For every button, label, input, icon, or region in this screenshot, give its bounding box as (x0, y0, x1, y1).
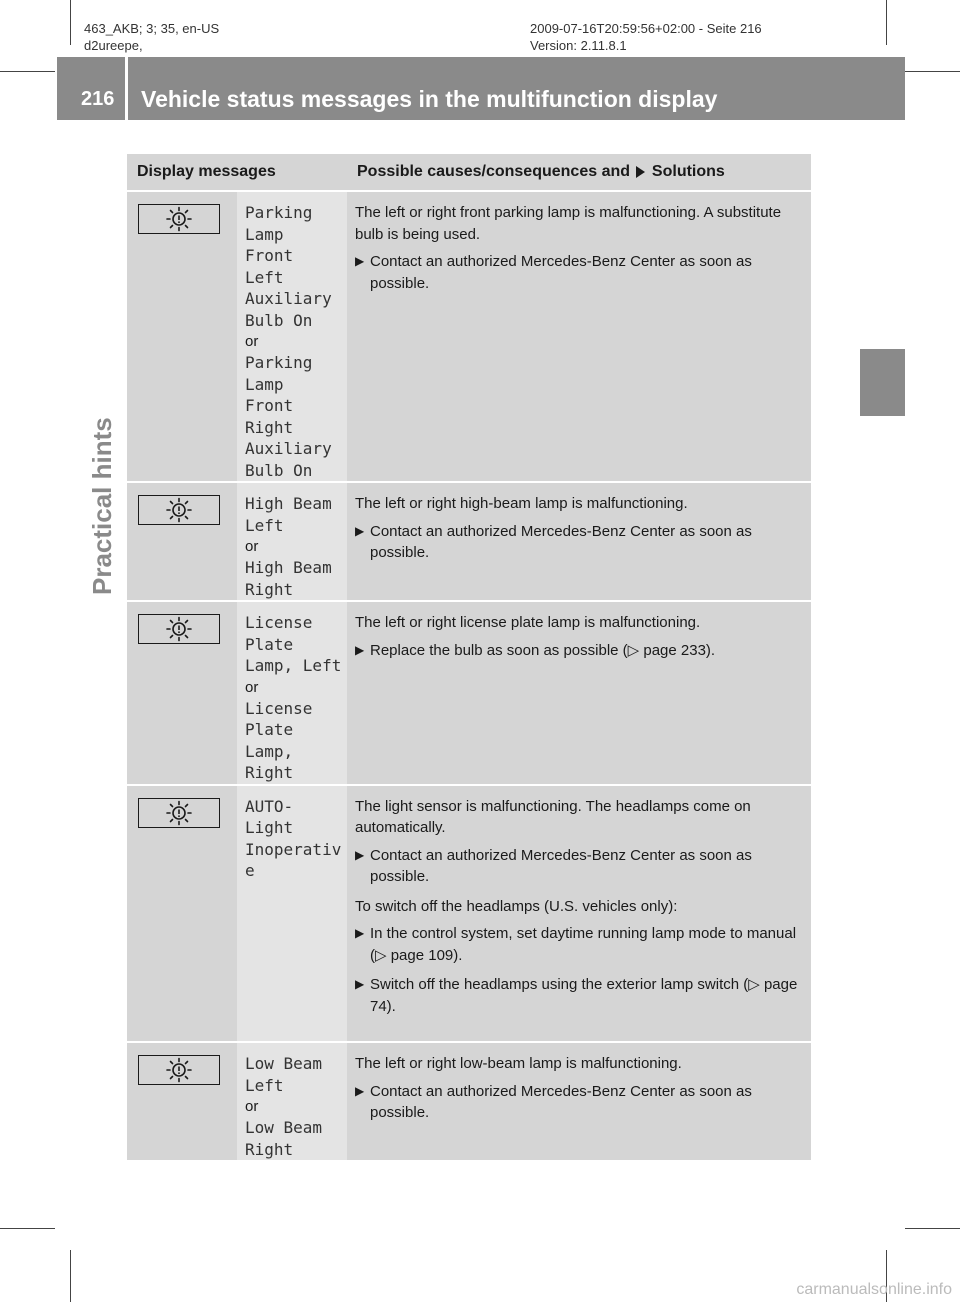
display-text-line: Low Beam (245, 1118, 323, 1137)
display-text-line: Lamp, (245, 741, 294, 761)
exterior-lamp-warning-icon (162, 497, 196, 523)
display-text-line: Left (245, 267, 284, 287)
solution-step (355, 251, 799, 294)
display-text-line: Right (245, 417, 294, 437)
cause-text: The left or right high-beam lamp is malfunctioning. (355, 495, 688, 512)
table-row (127, 601, 811, 785)
meta-line: d2ureepe, (84, 38, 143, 53)
meta-line: 2009-07-16T20:59:56+02:00 - Seite 216 (530, 21, 762, 36)
step-arrow-icon: ▶ (355, 1083, 365, 1098)
display-text-line: Plate (245, 720, 294, 739)
causes-cell (347, 1042, 811, 1161)
display-text-line: Right (245, 1139, 294, 1159)
display-text-line: Left (245, 1075, 284, 1095)
lamp-icon-box (138, 614, 220, 644)
display-text-line: Parking (245, 203, 313, 222)
exterior-lamp-warning-icon (162, 616, 196, 642)
display-text-line: e (245, 861, 255, 880)
cause-text: The left or right license plate lamp is malfunctioning. (355, 614, 701, 631)
or-label: or (245, 678, 259, 696)
side-tab-label: Practical hints (87, 417, 117, 595)
display-text-line: Front (245, 246, 294, 265)
solution-step-text: Contact an authorized Mercedes-Benz Center as soon as possible. (370, 1082, 752, 1121)
or-label: or (245, 538, 259, 555)
solution-step (355, 521, 799, 564)
table-row (127, 191, 811, 482)
display-message-cell (237, 1042, 347, 1161)
col-header-causes (347, 154, 811, 191)
causes-cell (347, 191, 811, 482)
or-label: or (245, 1098, 259, 1115)
solution-step-text: Contact an authorized Mercedes-Benz Center as soon as possible. (370, 846, 752, 885)
col-header-display: Display messages (127, 154, 347, 191)
lamp-icon-box (138, 1055, 220, 1085)
step-arrow-icon: ▶ (355, 977, 365, 991)
cause-text: To switch off the headlamps (U.S. vehicles only): (355, 897, 678, 915)
step-arrow-icon: ▶ (355, 642, 365, 657)
icon-cell (127, 191, 237, 482)
solution-step-text: Contact an authorized Mercedes-Benz Center as soon as possible. (370, 253, 752, 292)
display-text-line: Bulb On (245, 310, 313, 330)
meta-line: 463_AKB; 3; 35, en-US (84, 21, 220, 36)
display-message-cell (237, 191, 347, 482)
watermark: carmanualsonline.info (796, 1281, 952, 1298)
causes-cell (347, 601, 811, 785)
solution-step-text: Switch off the headlamps using the exterior lamp switch (▷ page 74). (370, 976, 798, 1015)
display-text-line: Plate (245, 634, 294, 654)
crop-mark (905, 71, 960, 72)
table-row (127, 1042, 811, 1161)
col-header-causes-prefix: Possible causes/consequences and (357, 163, 631, 180)
step-arrow-icon: ▶ (355, 254, 365, 268)
page-number: 216 (81, 88, 115, 110)
display-text-line: License (245, 698, 313, 718)
lamp-icon-box (138, 798, 220, 828)
display-text-line: Bulb On (245, 460, 313, 480)
exterior-lamp-warning-icon (162, 1057, 196, 1083)
print-meta-left (84, 20, 219, 54)
display-text-line: Auxiliary (245, 289, 332, 308)
page-title: Vehicle status messages in the multifunction display (141, 86, 718, 112)
display-message-cell (237, 785, 347, 1043)
cause-text: The left or right front parking lamp is malfunctioning. A substitute bulb is being used. (355, 204, 782, 243)
icon-cell (127, 1042, 237, 1161)
display-text-line: Low Beam (245, 1054, 323, 1073)
header-divider (125, 57, 128, 120)
display-text-line: Parking (245, 353, 313, 372)
solution-step-text: In the control system, set daytime running lamp mode to manual (▷ page 109). (370, 925, 797, 964)
display-message-cell (237, 482, 347, 601)
display-text-line: High Beam (245, 494, 332, 513)
display-text-line: License (245, 613, 313, 632)
status-message-table (127, 154, 811, 1162)
display-text-line: Lamp (245, 224, 284, 244)
crop-mark (70, 1250, 71, 1302)
solution-step (355, 845, 799, 888)
display-text-line: Right (245, 763, 294, 782)
lamp-icon-box (138, 495, 220, 525)
crop-mark (886, 0, 887, 45)
crop-mark (70, 0, 71, 45)
crop-mark (0, 1228, 55, 1229)
crop-mark (905, 1228, 960, 1229)
crop-mark (0, 71, 55, 72)
causes-cell (347, 785, 811, 1043)
display-text-line: Left (245, 515, 284, 535)
solution-step-text: Contact an authorized Mercedes-Benz Center as soon as possible. (370, 522, 752, 561)
table-header-row (127, 154, 811, 191)
display-text-line: Right (245, 579, 294, 599)
display-text-line: Light (245, 818, 294, 837)
table-row (127, 785, 811, 1043)
side-tab-marker (860, 349, 905, 416)
causes-cell (347, 482, 811, 601)
icon-cell (127, 482, 237, 601)
cause-text: The left or right low-beam lamp is malfunctioning. (355, 1055, 682, 1072)
solution-step (355, 974, 799, 1017)
display-text-line: Lamp (245, 374, 284, 394)
display-text-line: High Beam (245, 558, 332, 577)
solution-step (355, 1081, 799, 1124)
step-arrow-icon: ▶ (355, 523, 365, 538)
icon-cell (127, 785, 237, 1043)
display-text-line: Inoperativ (245, 839, 342, 859)
exterior-lamp-warning-icon (162, 206, 196, 232)
exterior-lamp-warning-icon (162, 800, 196, 826)
solution-step-text: Replace the bulb as soon as possible (▷ page 233). (370, 641, 716, 659)
cause-text: The light sensor is malfunctioning. The headlamps come on automatically. (355, 797, 751, 836)
lamp-icon-box (138, 204, 220, 234)
icon-cell (127, 601, 237, 785)
display-text-line: AUTO- (245, 796, 294, 816)
print-meta-right (530, 20, 762, 54)
display-message-cell (237, 601, 347, 785)
step-arrow-icon: ▶ (355, 847, 365, 862)
arrow-icon (636, 166, 645, 178)
col-header-causes-suffix: Solutions (651, 163, 725, 180)
solution-step (355, 923, 799, 966)
meta-line: Version: 2.11.8.1 (530, 38, 627, 53)
table-row (127, 482, 811, 601)
step-arrow-icon: ▶ (355, 926, 365, 940)
or-label: or (245, 333, 259, 350)
solution-step (355, 640, 799, 662)
display-text-line: Auxiliary (245, 439, 332, 458)
display-text-line: Front (245, 396, 294, 415)
display-text-line: Lamp, Left (245, 656, 342, 675)
